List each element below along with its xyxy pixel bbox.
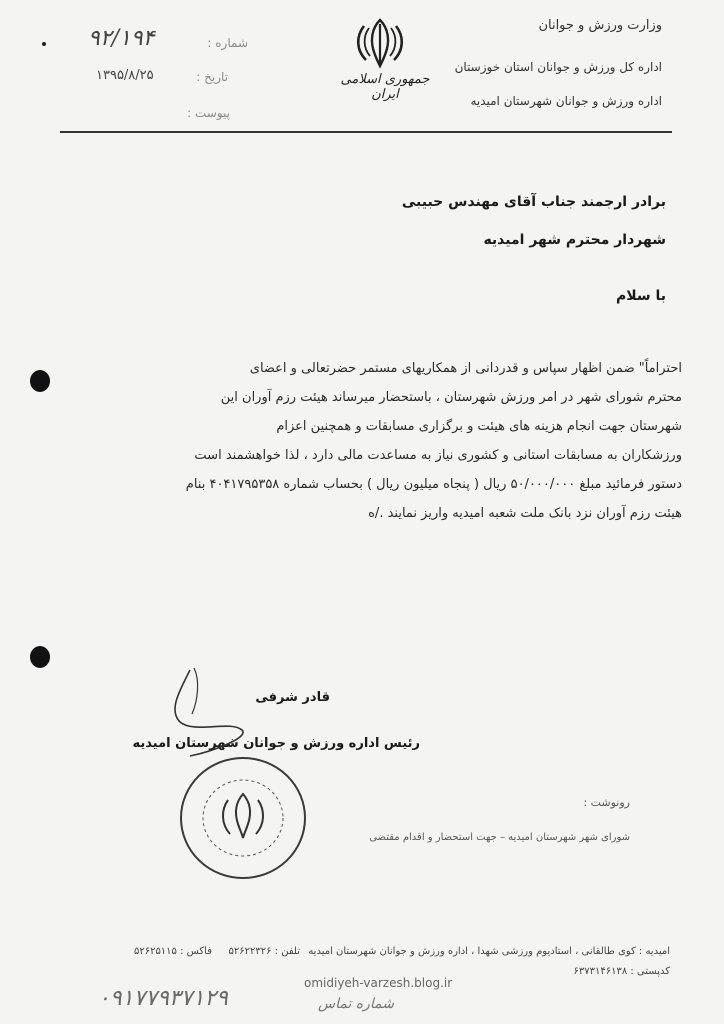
punch-hole-bottom <box>30 646 50 668</box>
ministry-line-1: وزارت ورزش و جوانان <box>538 18 662 33</box>
office-stamp <box>176 752 310 884</box>
date-label: تاریخ : <box>196 70 228 84</box>
iran-emblem-icon <box>350 14 410 72</box>
body-line: احتراماً" ضمن اظهار سپاس و قدردانی از همکاریهای مستمر حضرتعالی و اعضای <box>249 361 682 376</box>
greeting: با سلام <box>615 288 666 304</box>
signer-title: رئیس اداره ورزش و جوانان شهرستان امیدیه <box>132 736 420 751</box>
footer-address: امیدیه : کوی طالقانی ، استادیوم ورزشی شهدا ، اداره ورزش و جوانان شهرستان امیدیه <box>308 946 670 957</box>
recipient-line: برادر ارجمند جناب آقای مهندس حبیبی <box>401 194 666 210</box>
handwritten-note: شماره تماس <box>318 996 394 1012</box>
body-line: محترم شورای شهر در امر ورزش شهرستان ، باستحضار میرساند هیئت رزم آوران این <box>220 390 682 405</box>
signer-name: قادر شرفی <box>255 690 330 705</box>
date-value: ۱۳۹۵/۸/۲۵ <box>96 68 154 83</box>
number-value: ۹۲/۱۹۴ <box>88 26 155 51</box>
attachment-label: پیوست : <box>187 106 230 120</box>
footer-website: omidiyeh-varzesh.blog.ir <box>304 976 453 990</box>
letter-body <box>98 354 682 528</box>
body-line: دستور فرمائید مبلغ ۵۰/۰۰۰/۰۰۰ ریال ( پنجاه میلیون ریال ) بحساب شماره ۴۰۴۱۷۹۵۳۵۸ بنام <box>185 477 682 492</box>
footer-fax: فاکس : ۵۲۶۲۵۱۱۵ <box>133 946 212 957</box>
footer-postal: کدپستی : ۶۳۷۳۱۴۶۱۳۸ <box>573 966 670 977</box>
body-line: ورزشکاران به مسابقات استانی و کشوری نیاز به مساعدت مالی دارد ، لذا خواهشمند است <box>194 448 682 463</box>
body-line: هیئت رزم آوران نزد بانک ملت شعبه امیدیه واریز نمایند ./ه <box>368 506 682 521</box>
footer-phone: تلفن : ۵۲۶۲۲۳۲۶ <box>228 946 300 957</box>
handwritten-phone: ۰۹۱۷۷۹۳۷۱۲۹ <box>98 986 228 1011</box>
ministry-line-2: اداره کل ورزش و جوانان استان خوزستان <box>454 60 662 74</box>
ink-dot <box>42 42 46 46</box>
recipient-title: شهردار محترم شهر امیدیه <box>483 232 666 248</box>
cc-label: رونوشت : <box>583 796 630 809</box>
ministry-line-3: اداره ورزش و جوانان شهرستان امیدیه <box>470 94 662 108</box>
emblem-caption: جمهوری اسلامی ایران <box>340 72 430 102</box>
punch-hole-top <box>30 370 50 392</box>
number-label: شماره : <box>207 36 248 50</box>
cc-line: شورای شهر شهرستان امیدیه – جهت استحضار و اقدام مقتضی <box>369 832 630 843</box>
body-line: شهرستان جهت انجام هزینه های هیئت و برگزاری مسابقات و همچنین اعزام <box>276 419 682 434</box>
header-divider <box>60 131 672 133</box>
